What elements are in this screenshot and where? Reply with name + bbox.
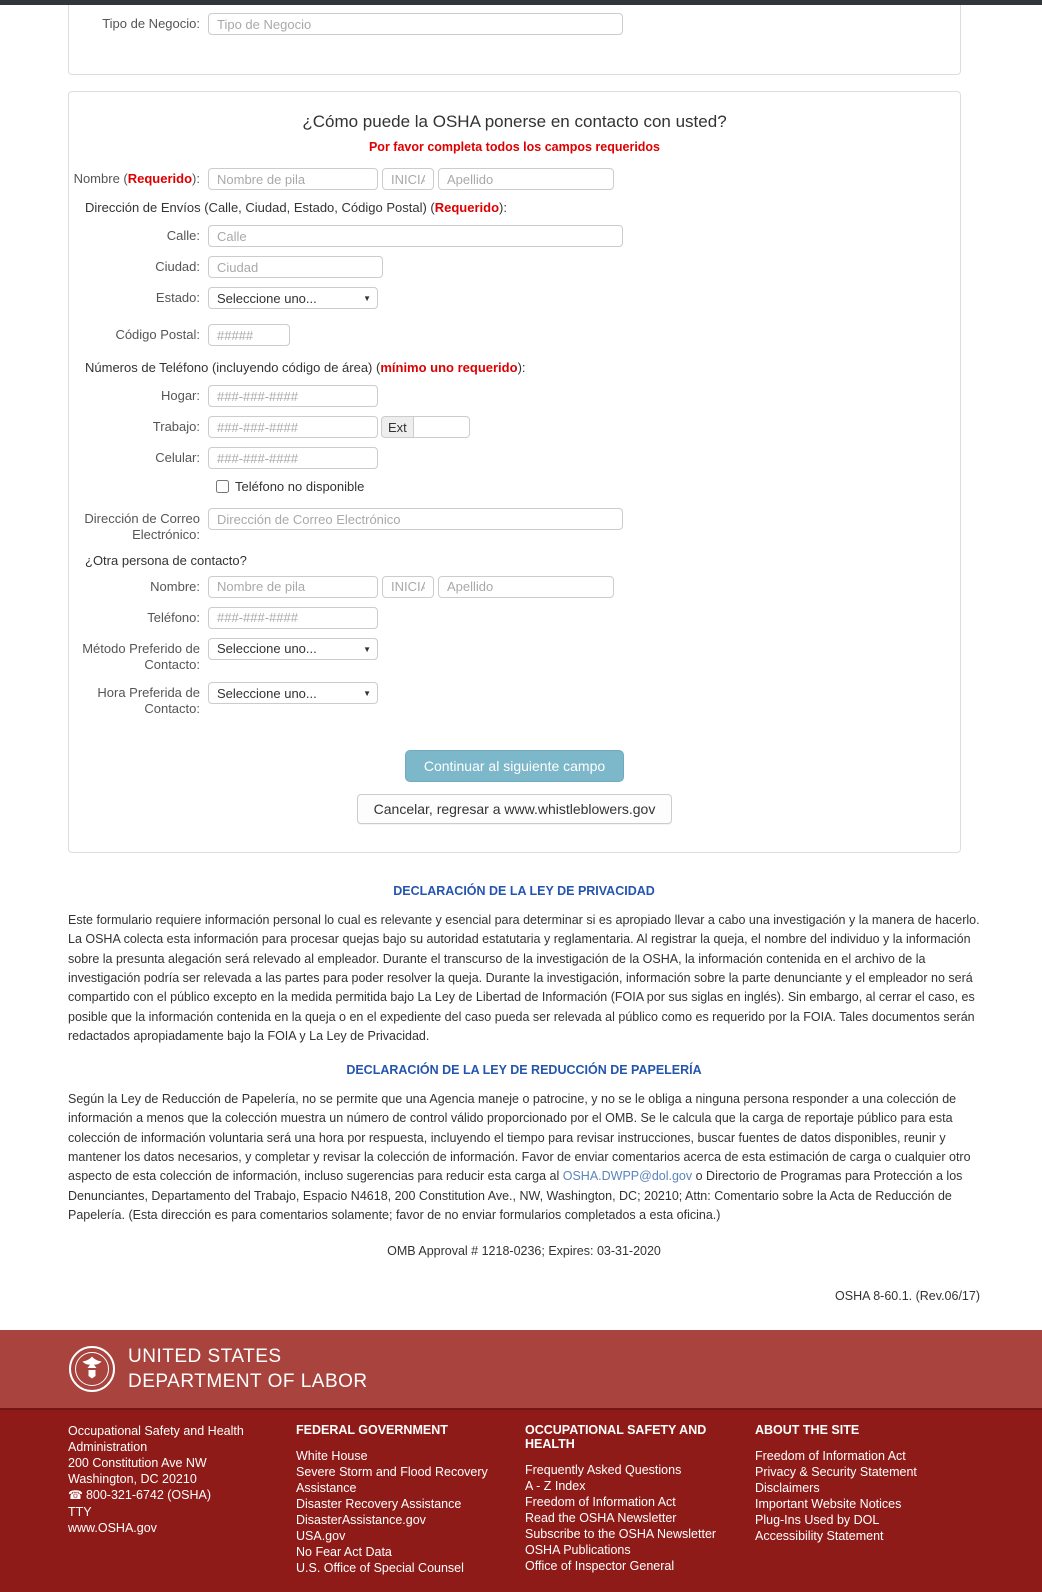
zip-input[interactable] (208, 324, 290, 346)
last-name-input[interactable] (438, 168, 614, 190)
omb-approval-line: OMB Approval # 1218-0236; Expires: 03-31-2020 (387, 1243, 661, 1258)
preferred-method-row (69, 638, 960, 674)
no-phone-row (216, 479, 960, 494)
footer-link-item (755, 1464, 980, 1480)
footer-link-item (296, 1528, 525, 1544)
state-label: Estado: (155, 290, 200, 305)
email-label: Dirección de Correo Electrónico: (84, 511, 200, 543)
footer-link-item (525, 1494, 755, 1510)
footer-link-item (296, 1512, 525, 1528)
cell-phone-input[interactable] (208, 447, 378, 469)
business-type-input[interactable] (208, 13, 623, 35)
preferred-time-select[interactable] (208, 682, 378, 704)
footer-column-heading: ABOUT THE SITE (755, 1423, 860, 1438)
phone-icon: ☎ (68, 1488, 83, 1503)
preferred-method-select-wrap (208, 638, 378, 660)
no-phone-label: Teléfono no disponible (235, 479, 365, 494)
footer-osha-website-link[interactable]: www.OSHA.gov (68, 1520, 157, 1535)
privacy-act-body: Este formulario requiere información personal lo cual es relevante y esencial para determinar si es apropiado llevar a cabo una investigación y la manera de hacerlo. La OSHA colecta esta información para procesar quejas bajo su autoridad estatutaria y reglamentaria. Al registrar la queja, el nombre del individuo y la información sobre la presunta alegación será relevado al empleador. Durante el transcurso de la investigación de la OSHA, la información contenida en el archivo de la investigación podría ser relevada a las partes para poder resolver la queja. Durante la investigación, información sobre la parte denunciante y el empleador no será compartido con el público excepto en la medida permitida bajo La Ley de Libertad de Información (FOIA por sus siglas en inglés). Sin embargo, al cerrar el caso, es posible que la información contenida en la queja o en el expediente del caso pueda ser relevada al público como es requerido por la FOIA. Tales documentos serán redactados apropiadamente bajo la FOIA y La Ley de Privacidad. (68, 912, 980, 1044)
zip-label: Código Postal: (115, 327, 200, 342)
contact-name-label: Nombre: (150, 578, 200, 594)
footer-link-item (755, 1448, 980, 1464)
footer-link[interactable]: Freedom of Information Act (525, 1495, 676, 1510)
other-contact-heading: ¿Otra persona de contacto? (85, 552, 247, 568)
footer-address-line: Washington, DC 20210 (68, 1472, 197, 1487)
agency-name: UNITED STATES DEPARTMENT OF LABOR (128, 1346, 368, 1393)
footer-link-item (755, 1512, 980, 1528)
footer-link-item (755, 1480, 980, 1496)
work-phone-input[interactable] (208, 416, 378, 438)
state-row (69, 287, 960, 309)
contact-initial-input[interactable] (382, 576, 434, 598)
footer-link-item (296, 1496, 525, 1512)
state-select[interactable] (208, 287, 378, 309)
footer-link-item (296, 1448, 525, 1464)
contact-last-name-input[interactable] (438, 576, 614, 598)
paperwork-act-title: DECLARACIÓN DE LA LEY DE REDUCCIÓN DE PAPELERÍA (346, 1062, 702, 1077)
home-phone-input[interactable] (208, 385, 378, 407)
preferred-method-select[interactable] (208, 638, 378, 660)
footer-link[interactable]: Freedom of Information Act (755, 1449, 906, 1464)
footer-link-item (525, 1542, 755, 1558)
footer-link-item (525, 1462, 755, 1478)
footer-address-column (68, 1423, 296, 1576)
cell-phone-row (69, 447, 960, 469)
footer-column-heading: OCCUPATIONAL SAFETY AND HEALTH (525, 1423, 707, 1452)
address-section-heading: Dirección de Envíos (Calle, Ciudad, Estado, Código Postal) (Requerido): (85, 200, 507, 215)
business-type-label: Tipo de Negocio: (102, 16, 200, 31)
footer-link[interactable]: Important Website Notices (755, 1497, 902, 1512)
footer-link-item (755, 1496, 980, 1512)
form-number: OSHA 8-60.1. (Rev.06/17) (835, 1288, 980, 1303)
work-phone-label: Trabajo: (152, 419, 200, 434)
preferred-time-select-wrap (208, 682, 378, 704)
required-fields-notice: Por favor completa todos los campos requeridos (368, 140, 661, 154)
cell-phone-label: Celular: (155, 450, 200, 465)
street-label: Calle: (166, 228, 200, 243)
contact-phone-row (69, 607, 960, 629)
street-row (69, 225, 960, 247)
phone-section-heading: Números de Teléfono (incluyendo código de área) (mínimo uno requerido): (85, 360, 526, 375)
footer-link[interactable]: Accessibility Statement (755, 1529, 884, 1544)
preferred-time-row (69, 682, 960, 718)
footer-link[interactable]: USA.gov (296, 1529, 346, 1544)
email-input[interactable] (208, 508, 623, 530)
footer-phone-line: ☎ 800-321-6742 (OSHA) (68, 1488, 212, 1503)
footer-link[interactable]: Plug-Ins Used by DOL (755, 1513, 880, 1528)
footer-link[interactable]: Subscribe to the OSHA Newsletter (525, 1527, 717, 1542)
footer-about-column (755, 1423, 980, 1576)
paperwork-act-body: Según la Ley de Reducción de Papelería, no se permite que una Agencia maneje o patrocine, y no se le obliga a ninguna persona responder a una colección de información a menos que la colección muestra un número de control válido proporcionado por el OMB. Se le calcula que la carga de reportaje público para esta colección de información voluntaria será una hora por respuesta, incluyendo el tiempo para revisar instrucciones, buscar fuentes de datos disponibles, reunir y mantener los datos necesarios, y completar y revisar la colección de información. Favor de enviar comentarios acerca de esta estimación de carga o cualquier otro aspecto de esta colección de información, incluso sugerencias para reducir esta carga al OSHA.DWPP@dol.gov o Directorio de Programas para Protección a los Denunciantes, Departamento del Trabajo, Espacio N4618, 200 Constitution Ave., NW, Washington, DC; 20210; Attn: Comentario sobre la Acta de Reducción de Papelería. (Esta dirección es para comentarios solamente; favor de no enviar formularios completados a esta oficina.) (68, 1091, 971, 1223)
osha-dwpp-email-link[interactable]: OSHA.DWPP@dol.gov (562, 1169, 693, 1184)
extension-group (381, 416, 470, 438)
footer-link[interactable]: No Fear Act Data (296, 1545, 392, 1560)
cancel-button[interactable]: Cancelar, regresar a www.whistleblowers.gov (357, 794, 673, 824)
footer-link[interactable]: Disaster Recovery Assistance (296, 1497, 462, 1512)
home-phone-row (69, 385, 960, 407)
footer-link-item (525, 1558, 755, 1574)
footer-link-item (296, 1464, 525, 1496)
footer-link[interactable]: Disclaimers (755, 1481, 820, 1496)
footer-link-item (755, 1528, 980, 1544)
footer-links-band (0, 1410, 1042, 1592)
business-type-panel (68, 5, 961, 75)
name-label: Nombre (Requerido): (73, 171, 200, 186)
footer-osh-column (525, 1423, 755, 1576)
footer-link-item (296, 1560, 525, 1576)
middle-initial-input[interactable] (382, 168, 434, 190)
footer-link-item (525, 1510, 755, 1526)
contact-phone-label: Teléfono: (147, 609, 200, 625)
footer-link[interactable]: A - Z Index (525, 1479, 586, 1494)
city-input[interactable] (208, 256, 383, 278)
footer-link[interactable]: DisasterAssistance.gov (296, 1513, 426, 1528)
footer-link[interactable]: Office of Inspector General (525, 1559, 675, 1574)
footer-link[interactable]: Frequently Asked Questions (525, 1463, 682, 1478)
city-label: Ciudad: (155, 259, 200, 274)
contact-phone-input[interactable] (208, 607, 378, 629)
state-select-wrap (208, 287, 378, 309)
footer-federal-government-column (296, 1423, 525, 1576)
contact-form-panel (68, 91, 961, 853)
footer-link[interactable]: OSHA Publications (525, 1543, 631, 1558)
preferred-time-label: Hora Preferida de Contacto: (97, 685, 200, 717)
declarations-section (68, 868, 980, 1331)
footer-link-item (525, 1478, 755, 1494)
continue-button[interactable]: Continuar al siguiente campo (405, 750, 624, 782)
street-input[interactable] (208, 225, 623, 247)
privacy-act-title: DECLARACIÓN DE LA LEY DE PRIVACIDAD (393, 883, 655, 898)
footer-link-item (525, 1526, 755, 1542)
contact-name-row (69, 576, 960, 598)
footer-address-line: Occupational Safety and Health Administration (68, 1424, 244, 1455)
extension-label: Ext (381, 416, 414, 438)
home-phone-label: Hogar: (160, 388, 200, 403)
preferred-method-label: Método Preferido de Contacto: (82, 640, 200, 672)
footer-brand-band (0, 1330, 1042, 1410)
extension-input[interactable] (414, 416, 470, 438)
footer-tty: TTY (68, 1504, 92, 1519)
name-row (69, 168, 960, 190)
first-name-input[interactable] (208, 168, 378, 190)
no-phone-checkbox[interactable] (216, 480, 229, 493)
city-row (69, 256, 960, 278)
footer-column-heading: FEDERAL GOVERNMENT (296, 1423, 448, 1438)
email-row (69, 508, 960, 544)
contact-first-name-input[interactable] (208, 576, 378, 598)
footer-link[interactable]: Privacy & Security Statement (755, 1465, 917, 1480)
footer-link-item (296, 1544, 525, 1560)
footer-address-line: 200 Constitution Ave NW (68, 1456, 207, 1471)
dol-seal-icon (68, 1345, 116, 1393)
footer-link[interactable]: Read the OSHA Newsletter (525, 1511, 677, 1526)
footer-link[interactable]: White House (296, 1449, 368, 1464)
zip-row (69, 324, 960, 346)
footer-link[interactable]: Severe Storm and Flood Recovery Assistance (296, 1465, 488, 1496)
footer-link[interactable]: U.S. Office of Special Counsel (296, 1561, 464, 1576)
work-phone-row (69, 416, 960, 438)
form-title: ¿Cómo puede la OSHA ponerse en contacto con usted? (302, 112, 727, 131)
